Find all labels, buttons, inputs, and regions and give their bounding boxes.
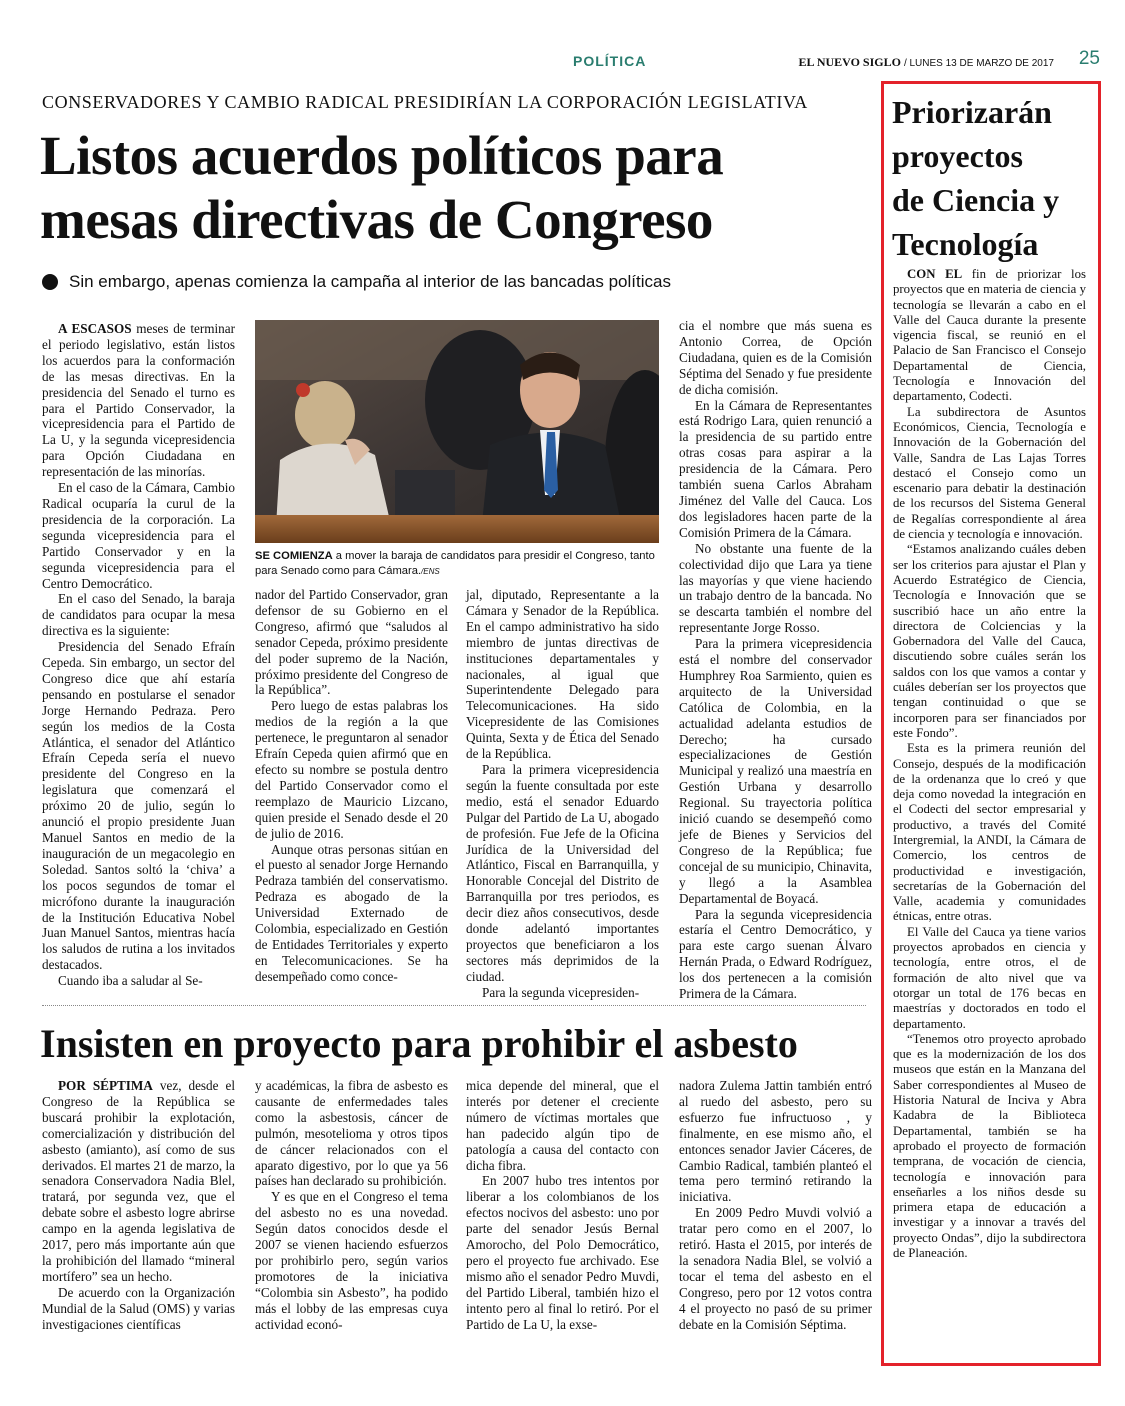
paragraph: En 2007 hubo tres intentos por liberar a los colombianos de los efectos nocivos del asbesto: uno por parte del senador Jesús Bernal Amorocho, del Polo Democrático, pero el proyecto fue archivado. Ese mismo año el senador Pedro Muvdi, del Partido Liberal, también hizo el intento pero al final lo retiró. Por el Partido de La U, la exse- — [466, 1173, 659, 1332]
subhead-text: Sin embargo, apenas comienza la campaña al interior de las bancadas políticas — [69, 272, 671, 291]
page-header — [40, 50, 1100, 74]
caption-text: a mover la baraja de candidatos para presidir el Congreso, tanto para Senado como para Cámara. — [255, 550, 655, 577]
paragraph: Aunque otras personas sitúan en el puesto al senador Jorge Hernando Pedraza también del conservatismo. Pedraza es abogado de la Universidad Externado de Colombia, especializado en Gestión de Entidades Territoriales y experto en Telecomunicaciones. Se ha desempeñado como conce- — [255, 841, 448, 984]
paragraph: Para la segunda vicepresidencia estaría el Centro Democrático, y para este cargo suenan Álvaro Hernán Prada, o Edward Rodríguez, los dos pertenecen a la comisión Primera de la Cámara. — [679, 906, 872, 1002]
bullet-icon — [42, 274, 58, 290]
paragraph: meses de terminar el periodo legislativo, están listos los acuerdos para la conformación de las mesas directivas. En la presidencia del Senado el turno es para el Partido Conservador, la vicepresidencia para el Partido de La U, y la segunda vicepresidencia para Opción Ciudadana en representación de las minorías. — [42, 321, 235, 480]
sidebar-headline-line: de Ciencia y — [892, 182, 1060, 218]
asbesto-column-3 — [466, 1078, 659, 1333]
sidebar-headline-line: Priorizarán — [892, 94, 1052, 130]
paragraph: De acuerdo con la Organización Mundial de la Salud (OMS) y varias investigaciones científicas — [42, 1284, 235, 1332]
sidebar-headline-line: Tecnología — [892, 226, 1039, 262]
paragraph: “Estamos analizando cuáles deben ser los criterios para ajustar el Plan y Acuerdo Estratégico de Ciencia, Tecnología e Innovación que se suscribió hace un año entre la directora de Colciencias y la Gobernadora del Valle del Cauca, discutiendo sobre cuáles serán los saldos con los que vamos a contar y cuáles deberían ser los proyectos que tengan continuidad o que se incorporen para ser financiados por este Fondo”. — [893, 542, 1086, 740]
paragraph: Y es que en el Congreso el tema del asbesto no es una novedad. Según datos conocidos desde el 2007 se vienen haciendo esfuerzos por prohibirlo pero, según varios promotores de la iniciativa “Colombia sin Asbesto”, ha podido más el lobby de las empresas cuya actividad econó- — [255, 1189, 448, 1332]
paragraph: Para la segunda vicepresiden- — [482, 984, 640, 1000]
paragraph: En la Cámara de Representantes está Rodrigo Lara, quien renunció a la presidencia de su partido entre otras cosas para aspirar a la presidencia de la Cámara. Pero también suena Carlos Abraham Jiménez del Valle del Cauca. Los dos legisladores hacen parte de la Comisión Primera de la Cámara. — [679, 397, 872, 540]
paragraph: nador del Partido Conservador, gran defensor de su Gobierno en el Congreso, afirmó que “saludos al senador Cepeda, próximo presidente del poder supremo de la Nación, próximo presidente del Congreso de la República”. — [255, 587, 448, 698]
lead-in: POR SÉPTIMA — [58, 1078, 153, 1093]
main-headline — [40, 124, 860, 252]
paragraph: vez, desde el Congreso de la República se buscará prohibir la explotación, comercialización y distribución del asbesto (amianto), así como de sus derivados. El martes 21 de marzo, la senadora Conservadora Nadia Blel, tratará, por segunda vez, que el debate sobre el asbesto logre abrirse campo en la agenda legislativa de 2017, pero más importante aún que la prohibición del llamado “mineral mortífero” sea un hecho. — [42, 1078, 235, 1284]
main-column-2 — [255, 587, 448, 985]
page-number: 25 — [1078, 48, 1100, 69]
paragraph: No obstante una fuente de la colectividad dijo que Lara ya tiene las mayorías y que viene haciendo un trabajo dentro de la bancada. No se descarta también el nombre del representante Jorge Rosso. — [679, 540, 872, 636]
paragraph: jal, diputado, Representante a la Cámara y Senador de la República. En el campo administrativo ha sido miembro de juntas directivas de instituciones departamentales y nacionales, al igual que Superintendente Delegado para Telecomunicaciones. Ha sido Vicepresidente de las Comisiones Quinta, Sexta y de Ética del Senado de la República. — [466, 587, 659, 762]
section-divider — [42, 1005, 866, 1006]
article-photo — [255, 320, 659, 543]
paragraph: En el caso de la Cámara, Cambio Radical ocuparía la curul de la presidencia de la corporación. La segunda vicepresidencia para el Partido Conservador y en la segunda vicepresidencia para el Centro Democrático. — [42, 480, 235, 591]
issue-date: / LUNES 13 DE MARZO DE 2017 — [903, 58, 1054, 69]
main-headline-line2: mesas directivas de Congreso — [40, 189, 713, 250]
paragraph: Para la primera vicepresidencia según la fuente consultada por este medio, está el senador Eduardo Pulgar del Partido de La U, abogado de profesión. Fue Jefe de la Oficina Jurídica de la Universidad del Atlántico, Fiscal en Barranquilla, y Honorable Concejal del Distrito de Barranquilla por tres periodos, es decir diez años consecutivos, desde donde adelantó importantes proyectos que beneficiaron a los sectores más deprimidos de la ciudad. — [466, 761, 659, 984]
paragraph: En 2009 Pedro Muvdi volvió a tratar pero como en el 2007, lo retiró. Hasta el 2015, por interés de la senadora Nadia Blel, se volvió a tocar el tema del asbesto en el Congreso, pero por 12 votos contra 4 el proyecto no pasó de su primer debate en la Comisión Séptima. — [679, 1205, 872, 1332]
paragraph: Para la primera vicepresidencia está el nombre del conservador Humphrey Roa Sarmiento, quien es arquitecto de la Universidad Católica de Colombia, en la actualidad adelanta estudios de Derecho; ha cursado especializaciones de Gestión Municipal y realizó una maestría en Gestión Urbana y desarrollo Regional. Su trayectoria política inició cuando se desempeñó como jefe de Bienes y Servicios del Congreso de la República; fue concejal de su municipio, Chinavita, y llegó a la Asamblea Departamental de Boyacá. — [679, 636, 872, 906]
section-label: POLÍTICA — [573, 53, 647, 69]
photo-credit: /ENS — [421, 566, 440, 576]
paragraph: La subdirectora de Asuntos Económicos, Ciencia, Tecnología e Innovación de la Gobernación del Valle, Sandra de Las Lajas Torres destacó el Consejo como un escenario para debatir la destinación de los recursos del Sistema General de Regalías correspondiente al área de ciencia y tecnología e innovación. — [893, 404, 1086, 542]
paragraph: mica depende del mineral, que el interés por detener el creciente número de víctimas mortales que han padecido algún tipo de patología a causa del contacto con dicha fibra. — [466, 1078, 659, 1173]
newspaper-name: EL NUEVO SIGLO — [798, 55, 901, 69]
article-kicker: CONSERVADORES Y CAMBIO RADICAL PRESIDIRÍAN LA CORPORACIÓN LEGISLATIVA — [42, 92, 808, 112]
lead-in: A ESCASOS — [58, 321, 132, 336]
masthead — [798, 55, 1054, 70]
asbesto-column-1 — [42, 1078, 235, 1333]
paragraph: El Valle del Cauca ya tiene varios proyectos aprobados en ciencia y tecnología, entre otros, el de formación de alto nivel que va otorgar un total de 176 becas en maestrías y doctorados en todo el departamento. — [893, 924, 1086, 1031]
caption-lead: SE COMIENZA — [255, 550, 333, 562]
sidebar-headline — [892, 90, 1092, 266]
paragraph: Presidencia del Senado Efraín Cepeda. Sin embargo, un sector del Congreso dice que ahí estaría pensando en postularse el senador Jorge Hernando Pedraza. Pero según los medios de la Costa Atlántica, el senador del Atlántico Efraín Cepeda sería el nuevo presidente del Congreso en la legislatura que comenzará el próximo 20 de julio, según lo anunció el propio presidente Juan Manuel Santos en medio de la inauguración de un megacolegio en Soledad. Santos soltó la ‘chiva’ a los pocos segundos de tomar el micrófono durante la inauguración de la Institución Educativa Nobel Juan Manuel Santos, mientras hacía los saludos de rutina a los invitados destacados. — [42, 639, 235, 973]
paragraph: fin de priorizar los proyectos que en materia de ciencia y tecnología se llevarán a cabo en el Valle del Cauca durante la presente vigencia fiscal, se reunió en el Palacio de San Francisco el Consejo Departamental de Ciencia, Tecnología e Innovación del departamento, Codecti. — [893, 267, 1086, 404]
asbesto-column-4 — [679, 1078, 872, 1333]
main-column-3 — [466, 587, 659, 1001]
asbesto-headline: Insisten en proyecto para prohibir el asbesto — [40, 1021, 798, 1066]
asbesto-column-2 — [255, 1078, 448, 1333]
paragraph: Pero luego de estas palabras los medios de la región a la que pertenece, le preguntaron al senador Efraín Cepeda quien afirmó que en efecto su nombre se postula dentro del Partido Conservador como el reemplazo de Mauricio Lizcano, quien preside el Senado desde el 20 de julio de 2016. — [255, 698, 448, 841]
paragraph: En el caso del Senado, la baraja de candidatos para ocupar la mesa directiva es la siguiente: — [42, 591, 235, 639]
main-column-1 — [42, 321, 235, 989]
paragraph: cia el nombre que más suena es Antonio Correa, de Opción Ciudadana, quien es de la Comisión Séptima del Senado y fue presidente de dicha comisión. — [679, 318, 872, 397]
article-subhead — [42, 272, 671, 292]
paragraph: Cuando iba a saludar al Se- — [58, 973, 203, 989]
paragraph: nadora Zulema Jattin también entró al ruedo del asbesto, pero su esfuerzo fue infructuoso , y finalmente, en ese mismo año, el entonces senador Javier Cáceres, de Cambio Radical, también planteó el tema pero terminó retirando la iniciativa. — [679, 1078, 872, 1205]
lead-in: CON EL — [907, 267, 963, 281]
congress-photo-image — [255, 320, 659, 543]
sidebar-headline-line: proyectos — [892, 138, 1023, 174]
main-column-4 — [679, 318, 872, 1002]
photo-caption — [255, 549, 659, 579]
paragraph: Esta es la primera reunión del Consejo, después de la modificación de la ordenanza que lo creó y que deja como novedad la integración en el Codecti del sector empresarial y productivo, a través del Comité Intergremial, la ANDI, la Cámara de Comercio, los centros de productividad e investigación, secretarías de la Gobernación del Valle, academia y comunidades étnicas, entre otras. — [893, 741, 1086, 924]
paragraph: “Tenemos otro proyecto aprobado que es la modernización de los dos museos que están en la Manzana del Saber correspondientes al Museo de Historia Natural de Inciva y Abra Kadabra de la Biblioteca Departamental, también se ha aprobado el proyecto de formación temprana, de vocación de ciencia, tecnología e innovación para enseñarles a los niños desde su primera etapa de educación a investigar y a innovar a través del proyecto Ondas”, dijo la subdirectora de Planeación. — [893, 1031, 1086, 1260]
main-headline-line1: Listos acuerdos políticos para — [40, 125, 724, 186]
paragraph: y académicas, la fibra de asbesto es causante de enfermedades tales como la asbestosis, cáncer de pulmón, mesotelioma y otros tipos de cáncer relacionados con el aparato digestivo, por lo que ya 56 países han declarado su prohibición. — [255, 1078, 448, 1189]
sidebar-body — [893, 267, 1086, 1261]
